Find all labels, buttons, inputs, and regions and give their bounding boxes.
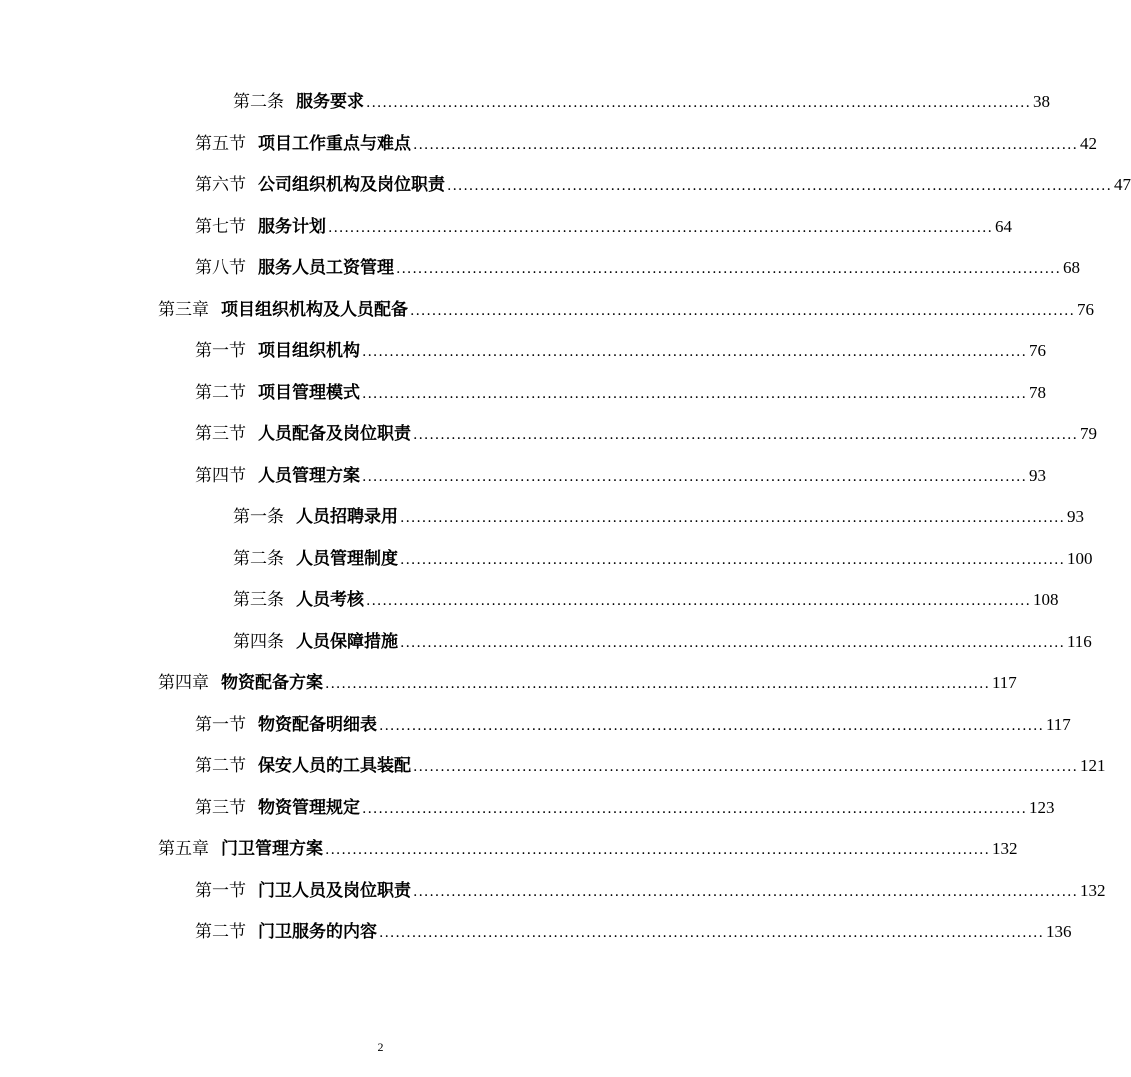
entry-page: 136 <box>1045 922 1072 941</box>
dot-leader: .......................................................................................................................... <box>325 676 990 692</box>
dot-leader: .......................................................................................................................... <box>366 95 1031 111</box>
entry-number: 第一节 <box>195 341 246 361</box>
toc-entry[interactable] <box>195 213 1012 241</box>
dot-leader: .......................................................................................................................... <box>400 510 1065 526</box>
page-number: 2 <box>377 1040 384 1054</box>
entry-number: 第二条 <box>233 92 284 112</box>
entry-number: 第一条 <box>233 507 284 527</box>
toc-entry[interactable] <box>195 918 1072 946</box>
toc-entry[interactable] <box>195 130 1097 158</box>
entry-page: 42 <box>1079 133 1097 153</box>
entry-page: 116 <box>1066 631 1092 651</box>
entry-number: 第六节 <box>195 175 246 195</box>
entry-title: 项目管理模式 <box>258 382 360 403</box>
toc-entry[interactable] <box>233 586 1059 614</box>
entry-page: 38 <box>1032 92 1050 111</box>
entry-title: 服务计划 <box>258 216 326 237</box>
toc-entry[interactable] <box>195 877 1106 905</box>
dot-leader: .......................................................................................................................... <box>400 551 1065 568</box>
dot-leader: .......................................................................................................................... <box>328 219 993 236</box>
toc-entry[interactable] <box>195 711 1071 739</box>
toc-entry[interactable] <box>233 503 1084 531</box>
entry-title: 物资配备方案 <box>221 673 323 693</box>
entry-title: 人员考核 <box>296 590 364 610</box>
entry-number: 第二条 <box>233 548 284 569</box>
entry-number: 第三条 <box>233 590 284 610</box>
toc-entry[interactable] <box>195 462 1046 490</box>
entry-page: 108 <box>1032 590 1059 609</box>
entry-number: 第三章 <box>158 299 209 320</box>
dot-leader: .......................................................................................................................... <box>379 925 1044 941</box>
toc-entry[interactable] <box>233 88 1050 116</box>
entry-number: 第三节 <box>195 424 246 444</box>
entry-page: 64 <box>994 216 1012 236</box>
entry-title: 门卫服务的内容 <box>258 922 377 942</box>
entry-number: 第一节 <box>195 714 246 735</box>
dot-leader: .......................................................................................................................... <box>366 593 1031 609</box>
dot-leader: .......................................................................................................................... <box>413 136 1078 153</box>
entry-number: 第八节 <box>195 258 246 278</box>
entry-title: 人员保障措施 <box>296 631 398 652</box>
entry-title: 项目工作重点与难点 <box>258 133 411 154</box>
dot-leader: .......................................................................................................................... <box>396 261 1061 277</box>
toc-entry[interactable] <box>195 420 1097 448</box>
entry-title: 项目组织机构 <box>258 341 360 361</box>
entry-title: 人员配备及岗位职责 <box>258 424 411 444</box>
entry-page: 76 <box>1076 299 1094 319</box>
toc-entry[interactable] <box>195 379 1046 407</box>
toc-entry[interactable] <box>195 752 1106 780</box>
dot-leader: .......................................................................................................................... <box>447 178 1112 194</box>
dot-leader: .......................................................................................................................... <box>410 302 1075 319</box>
dot-leader: .......................................................................................................................... <box>413 883 1078 900</box>
entry-number: 第二节 <box>195 756 246 776</box>
entry-page: 100 <box>1066 548 1093 568</box>
entry-title: 物资配备明细表 <box>258 714 377 735</box>
entry-title: 人员招聘录用 <box>296 507 398 527</box>
entry-number: 第三节 <box>195 797 246 818</box>
toc-entry[interactable] <box>158 835 1018 863</box>
entry-page: 123 <box>1028 797 1055 817</box>
dot-leader: .......................................................................................................................... <box>379 717 1044 734</box>
dot-leader: .......................................................................................................................... <box>362 468 1027 485</box>
entry-page: 93 <box>1066 507 1084 526</box>
entry-number: 第七节 <box>195 216 246 237</box>
entry-title: 服务人员工资管理 <box>258 258 394 278</box>
toc-entry[interactable] <box>233 628 1092 656</box>
entry-page: 117 <box>991 673 1017 692</box>
entry-page: 78 <box>1028 382 1046 402</box>
toc-entry[interactable] <box>195 794 1055 822</box>
dot-leader: .......................................................................................................................... <box>362 385 1027 402</box>
entry-page: 76 <box>1028 341 1046 360</box>
entry-title: 门卫人员及岗位职责 <box>258 880 411 901</box>
entry-title: 物资管理规定 <box>258 797 360 818</box>
dot-leader: .......................................................................................................................... <box>400 634 1065 651</box>
toc-entry[interactable] <box>195 171 1131 199</box>
entry-title: 保安人员的工具装配 <box>258 756 411 776</box>
entry-number: 第一节 <box>195 880 246 901</box>
entry-title: 门卫管理方案 <box>221 839 323 859</box>
entry-number: 第四条 <box>233 631 284 652</box>
dot-leader: .......................................................................................................................... <box>362 800 1027 817</box>
entry-title: 人员管理方案 <box>258 465 360 486</box>
entry-page: 79 <box>1079 424 1097 443</box>
toc-entry[interactable] <box>158 669 1017 697</box>
entry-number: 第四节 <box>195 465 246 486</box>
entry-page: 117 <box>1045 714 1071 734</box>
entry-title: 服务要求 <box>296 92 364 112</box>
dot-leader: .......................................................................................................................... <box>413 759 1078 775</box>
toc-entry[interactable] <box>195 337 1046 365</box>
dot-leader: .......................................................................................................................... <box>325 842 990 858</box>
entry-number: 第二节 <box>195 382 246 403</box>
entry-title: 项目组织机构及人员配备 <box>221 299 408 320</box>
toc-entry[interactable] <box>158 296 1094 324</box>
dot-leader: .......................................................................................................................... <box>413 427 1078 443</box>
entry-title: 公司组织机构及岗位职责 <box>258 175 445 195</box>
toc-entry[interactable] <box>233 545 1093 573</box>
entry-page: 132 <box>1079 880 1106 900</box>
entry-number: 第五节 <box>195 133 246 154</box>
entry-number: 第四章 <box>158 673 209 693</box>
entry-page: 93 <box>1028 465 1046 485</box>
dot-leader: .......................................................................................................................... <box>362 344 1027 360</box>
entry-title: 人员管理制度 <box>296 548 398 569</box>
entry-page: 47 <box>1113 175 1131 194</box>
entry-page: 132 <box>991 839 1018 858</box>
entry-number: 第五章 <box>158 839 209 859</box>
entry-page: 68 <box>1062 258 1080 277</box>
toc-entry[interactable] <box>195 254 1080 282</box>
entry-number: 第二节 <box>195 922 246 942</box>
entry-page: 121 <box>1079 756 1106 775</box>
